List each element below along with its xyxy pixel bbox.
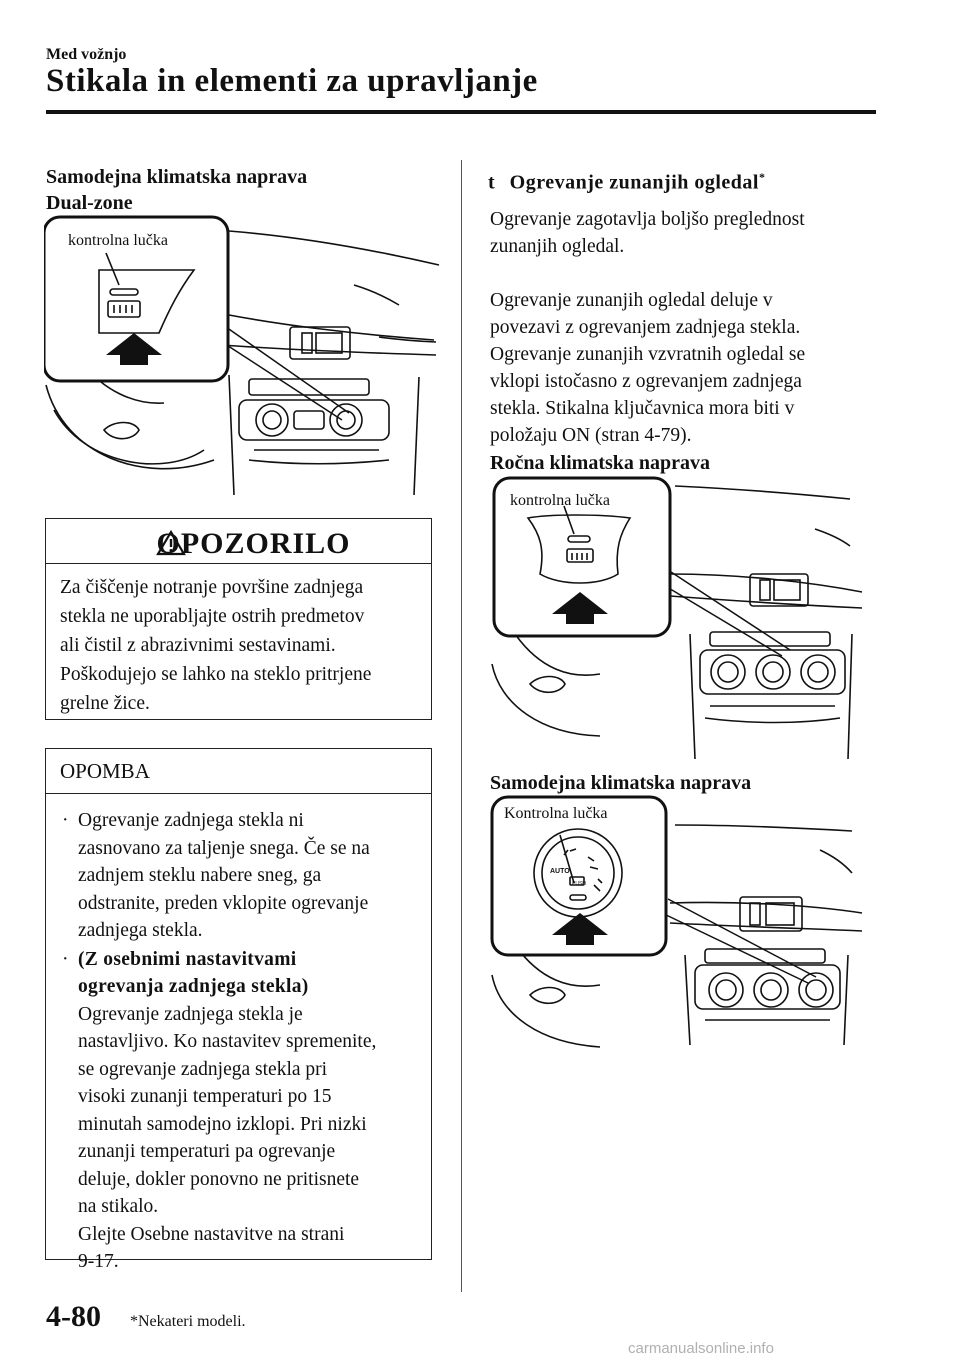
- note-header: [46, 749, 431, 794]
- note-body: [60, 807, 421, 1277]
- dashboard-illustration: [490, 795, 880, 1055]
- dashboard-illustration: [44, 215, 444, 500]
- page-title: Stikala in elementi za upravljanje: [46, 63, 538, 99]
- figure-auto-climate: [490, 795, 880, 1055]
- bullet-dot-icon: ·: [62, 948, 69, 970]
- body-line: Ogrevanje zagotavlja boljšo preglednost: [490, 209, 805, 230]
- note-title: OPOMBA: [60, 759, 150, 783]
- body-line: povezavi z ogrevanjem zadnjega stekla.: [490, 317, 801, 338]
- figure2-callout: kontrolna lučka: [510, 492, 610, 509]
- warning-line: ali čistil z abrazivnimi sestavinami.: [60, 635, 336, 656]
- note-line: visoki zunanji temperaturi po 15: [78, 1086, 332, 1107]
- column-divider: [461, 160, 462, 1292]
- note-bold-line: (Z osebnimi nastavitvami: [78, 948, 297, 970]
- footnote: *Nekateri modeli.: [130, 1313, 246, 1330]
- body-line: Ogrevanje zunanjih ogledal deluje v: [490, 290, 773, 311]
- paragraph-2: [490, 287, 805, 449]
- title-rule: [46, 110, 876, 114]
- figure1-title: [46, 164, 307, 216]
- figure1-title-line1: Samodejna klimatska naprava: [46, 166, 308, 188]
- note-line: zasnovano za taljenje snega. Če se na: [78, 837, 370, 859]
- note-line: nastavljivo. Ko nastavitev spremenite,: [78, 1031, 377, 1052]
- warning-line: grelne žice.: [60, 693, 150, 714]
- figure1-callout: kontrolna lučka: [68, 232, 168, 249]
- note-line: zadnjem steklu nabere sneg, ga: [78, 865, 322, 886]
- warning-header: [46, 519, 431, 564]
- note-line: minutah samodejno izklopi. Pri nizki: [78, 1113, 367, 1135]
- figure2-title: Ročna klimatska naprava: [490, 452, 711, 474]
- note-line: Ogrevanje zadnjega stekla ni: [78, 810, 304, 831]
- bullet-dot-icon: ·: [62, 810, 69, 831]
- body-line: stekla. Stikalna ključavnica mora biti v: [490, 398, 795, 419]
- note-line: deluje, dokler ponovno ne pritisnete: [78, 1168, 360, 1190]
- note-line: Ogrevanje zadnjega stekla je: [78, 1003, 303, 1025]
- body-line: vklopi istočasno z ogrevanjem zadnjega: [490, 371, 802, 392]
- note-line: zadnjega stekla.: [78, 920, 203, 941]
- body-line: zunanjih ogledal.: [490, 236, 625, 257]
- note-line: 9-17.: [78, 1251, 119, 1272]
- note-line: odstranite, preden vklopite ogrevanje: [78, 892, 369, 914]
- warning-line: Za čiščenje notranje površine zadnjega: [60, 577, 364, 598]
- paragraph-1: [490, 206, 805, 260]
- note-line: na stikalo.: [78, 1196, 159, 1217]
- section-heading: [488, 164, 765, 196]
- section-label: Med vožnjo: [46, 46, 127, 63]
- note-bold-line: ogrevanja zadnjega stekla): [78, 976, 309, 997]
- note-line: Glejte Osebne nastavitve na strani: [78, 1223, 345, 1245]
- warning-body: [60, 573, 419, 718]
- figure3-title: Samodejna klimatska naprava: [490, 772, 752, 794]
- watermark: carmanualsonline.info: [628, 1340, 774, 1357]
- warning-title: OPOZORILO: [156, 527, 351, 560]
- section-marker: t: [488, 171, 495, 194]
- figure1-title-line2: Dual-zone: [46, 192, 133, 214]
- figure3-callout: Kontrolna lučka: [504, 805, 608, 822]
- dashboard-illustration: [490, 474, 880, 764]
- note-box: [45, 748, 432, 1272]
- knob-push-label: PUSH: [572, 881, 586, 887]
- section-heading-text: Ogrevanje zunanjih ogledal: [509, 171, 759, 194]
- warning-line: Poškodujejo se lahko na steklo pritrjene: [60, 664, 372, 685]
- warning-line: stekla ne uporabljajte ostrih predmetov: [60, 606, 365, 627]
- note-line: se ogrevanje zadnjega stekla pri: [78, 1058, 328, 1080]
- note-line: zunanji temperaturi pa ogrevanje: [78, 1141, 336, 1162]
- footnote-mark: *: [758, 170, 765, 184]
- knob-auto-label: AUTO: [550, 868, 570, 875]
- note-bullet-1: [60, 807, 421, 945]
- note-bullet-2: [60, 946, 421, 1276]
- figure-dual-zone-climate: [44, 215, 444, 500]
- page-number: 4-80: [46, 1300, 101, 1333]
- body-line: položaju ON (stran 4-79).: [490, 425, 692, 446]
- figure-manual-climate: [490, 474, 880, 764]
- warning-box: [45, 518, 432, 720]
- body-line: Ogrevanje zunanjih vzvratnih ogledal se: [490, 344, 806, 365]
